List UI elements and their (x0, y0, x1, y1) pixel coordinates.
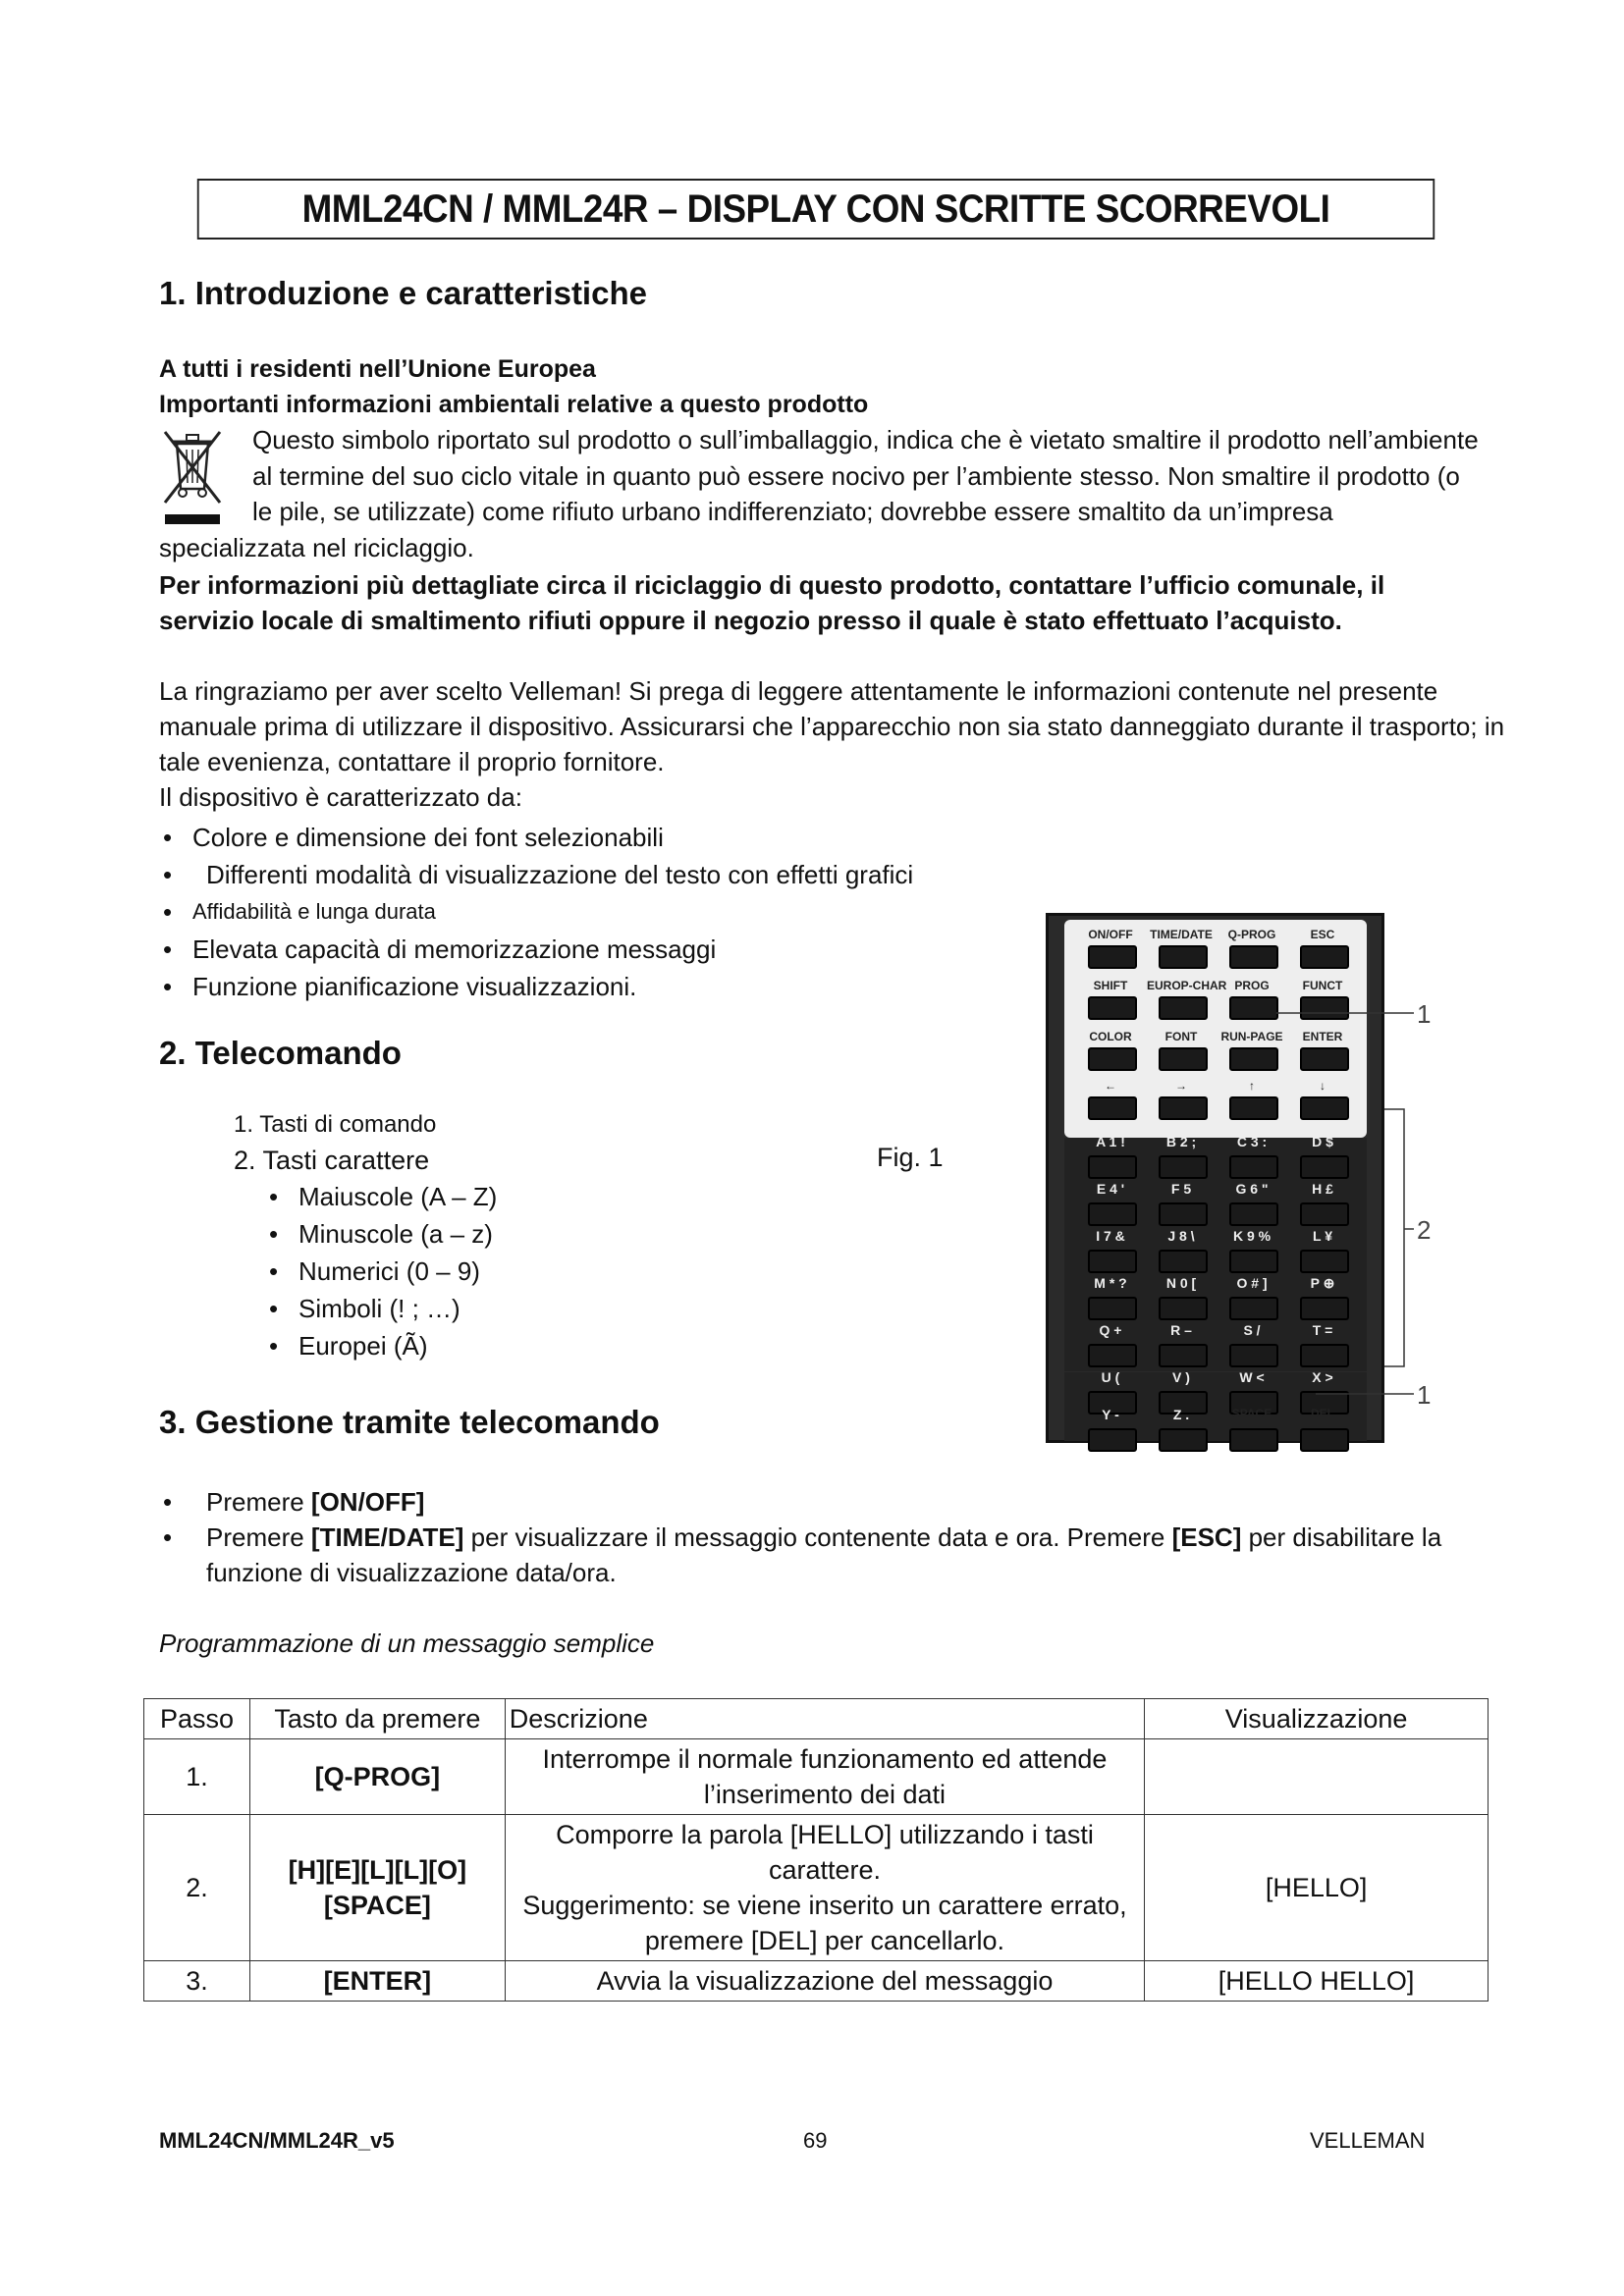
remote-key[interactable] (1300, 945, 1349, 969)
char-key-list (265, 1178, 658, 1364)
key-label: ENTER (1302, 1030, 1343, 1043)
key-label: M * ? (1094, 1275, 1127, 1291)
remote-item-2: 2. Tasti carattere (234, 1146, 430, 1175)
remote-key[interactable] (1159, 1047, 1208, 1071)
remote-key[interactable] (1229, 1096, 1278, 1120)
key-label: T = (1312, 1322, 1333, 1338)
key-onoff: [ON/OFF] (310, 1487, 425, 1517)
title-text: MML24CN / MML24R – DISPLAY CON SCRITTE SCORREVOLI (301, 187, 1330, 231)
remote-key[interactable] (1229, 1428, 1278, 1452)
list-item: • Numerici (0 – 9) (265, 1253, 658, 1290)
key-label: S / (1243, 1322, 1261, 1338)
key-label: H £ (1312, 1181, 1333, 1197)
remote-key[interactable] (1088, 1096, 1137, 1120)
key-label: W < (1239, 1369, 1265, 1385)
remote-key[interactable] (1229, 1202, 1278, 1226)
remote-key[interactable] (1088, 1155, 1137, 1179)
key-label: J 8 \ (1167, 1228, 1195, 1244)
remote-key[interactable] (1159, 996, 1208, 1020)
key-label: V ) (1172, 1369, 1190, 1385)
remote-item-1: 1. Tasti di comando (234, 1111, 437, 1138)
key-label: P ⊕ (1310, 1275, 1335, 1291)
weee-line-4: specializzata nel riciclaggio. (159, 533, 474, 562)
cell-display: [HELLO HELLO] (1145, 1961, 1489, 2002)
cell-step: 1. (144, 1739, 250, 1815)
weee-line-2: al termine del suo ciclo vitale in quanto può essere nocivo per l’ambiente stesso. Non smaltire il prodotto (o (252, 461, 1460, 491)
cell-description: Avvia la visualizzazione del messaggio (505, 1961, 1144, 2002)
cell-step: 3. (144, 1961, 250, 2002)
key-label: ESC (1310, 928, 1335, 941)
remote-key[interactable] (1088, 945, 1137, 969)
footer-page-number: 69 (803, 2128, 828, 2153)
list-item: • Differenti modalità di visualizzazione del testo con effetti grafici (159, 856, 1023, 893)
key-line: [SPACE] (323, 1891, 431, 1920)
section-heading-3: 3. Gestione tramite telecomando (159, 1404, 660, 1440)
cell-step: 2. (144, 1815, 250, 1961)
info-line-1: Per informazioni più dettagliate circa il riciclaggio di questo prodotto, contattare l’ufficio comunale, il (159, 570, 1385, 600)
remote-key[interactable] (1088, 1202, 1137, 1226)
usage-text: Premere (206, 1487, 311, 1517)
section-heading-2: 2. Telecomando (159, 1035, 402, 1071)
key-label: D $ (1312, 1134, 1333, 1149)
remote-key[interactable] (1159, 945, 1208, 969)
key-label: SPACE (1231, 1407, 1272, 1420)
thanks-line-3: tale evenienza, contattare il proprio fornitore. (159, 747, 665, 776)
remote-key[interactable] (1229, 1344, 1278, 1367)
remote-key[interactable] (1159, 1297, 1208, 1320)
key-label: G 6 " (1235, 1181, 1269, 1197)
weee-bin-icon (159, 426, 226, 528)
key-label: X > (1312, 1369, 1333, 1385)
cell-key (249, 1815, 505, 1961)
section-heading-1: 1. Introduzione e caratteristiche (159, 275, 647, 311)
features-intro: Il dispositivo è caratterizzato da: (159, 782, 522, 812)
remote-key[interactable] (1088, 1297, 1137, 1320)
cell-display (1145, 1739, 1489, 1815)
key-label: ↓ (1320, 1079, 1326, 1093)
key-label: L ¥ (1313, 1228, 1332, 1244)
callout-3: 1 (1417, 1380, 1432, 1410)
key-label: RUN-PAGE (1220, 1030, 1283, 1043)
header-key: Tasto da premere (249, 1699, 505, 1739)
key-label: E 4 ' (1096, 1181, 1125, 1197)
key-timedate: [TIME/DATE] (310, 1522, 464, 1552)
header-display: Visualizzazione (1145, 1699, 1489, 1739)
cell-display: [HELLO] (1145, 1815, 1489, 1961)
remote-key[interactable] (1088, 1047, 1137, 1071)
list-item: • Maiuscole (A – Z) (265, 1178, 658, 1215)
remote-key[interactable] (1088, 1344, 1137, 1367)
key-label: FUNCT (1302, 979, 1343, 992)
key-label: O # ] (1236, 1275, 1268, 1291)
thanks-line-1: La ringraziamo per aver scelto Velleman! Si prega di leggere attentamente le informazioni contenute nel presente (159, 676, 1438, 706)
header-description: Descrizione (505, 1699, 1144, 1739)
programming-title: Programmazione di un messaggio semplice (159, 1629, 655, 1658)
key-label: ← (1105, 1079, 1116, 1093)
remote-key[interactable] (1159, 1155, 1208, 1179)
key-label: ON/OFF (1088, 928, 1133, 941)
page-title (197, 179, 1435, 240)
key-esc: [ESC] (1171, 1522, 1242, 1552)
list-item: • Colore e dimensione dei font selezionabili (159, 819, 1023, 856)
remote-key[interactable] (1229, 1297, 1278, 1320)
key-label: A 1 ! (1096, 1134, 1125, 1149)
desc-line: carattere. (768, 1855, 882, 1885)
key-label: U ( (1101, 1369, 1120, 1385)
eu-heading: A tutti i residenti nell’Unione Europea (159, 355, 596, 383)
key-label: N 0 [ (1165, 1275, 1197, 1291)
cell-key: [Q-PROG] (249, 1739, 505, 1815)
list-item: • Minuscole (a – z) (265, 1215, 658, 1253)
key-label: R – (1170, 1322, 1192, 1338)
remote-key[interactable] (1229, 1155, 1278, 1179)
features-list (159, 819, 1023, 1005)
key-label: TIME/DATE (1150, 928, 1213, 941)
remote-key[interactable] (1088, 1250, 1137, 1273)
cell-description (505, 1739, 1144, 1815)
key-label: K 9 % (1232, 1228, 1272, 1244)
key-label: F 5 (1170, 1181, 1192, 1197)
table-row (144, 1815, 1489, 1961)
desc-line: premere [DEL] per cancellarlo. (644, 1926, 1005, 1955)
remote-key[interactable] (1088, 1428, 1137, 1452)
remote-key[interactable] (1229, 945, 1278, 969)
cell-description (505, 1815, 1144, 1961)
key-line: [H][E][L][L][O] (288, 1855, 467, 1885)
key-label: I 7 & (1096, 1228, 1125, 1244)
callout-lines (1276, 991, 1434, 1423)
key-label: ↑ (1249, 1079, 1255, 1093)
key-label: PROG (1234, 979, 1270, 992)
key-label: COLOR (1089, 1030, 1132, 1043)
header-step: Passo (144, 1699, 250, 1739)
key-label: SHIFT (1093, 979, 1128, 992)
callout-2: 2 (1417, 1215, 1432, 1245)
remote-key[interactable] (1159, 1250, 1208, 1273)
desc-line: Comporre la parola [HELLO] utilizzando i tasti (556, 1820, 1094, 1849)
weee-line-1: Questo simbolo riportato sul prodotto o sull’imballaggio, indica che è vietato smaltire il prodotto nell’ambiente (252, 425, 1479, 454)
table-row (144, 1961, 1489, 2002)
callout-1: 1 (1417, 999, 1432, 1029)
key-label: Q-PROG (1227, 928, 1276, 941)
remote-key[interactable] (1088, 996, 1137, 1020)
steps-table (143, 1698, 1489, 2002)
remote-key[interactable] (1159, 1428, 1208, 1452)
key-label: Z . (1172, 1407, 1190, 1422)
table-row (144, 1739, 1489, 1815)
list-item: • Funzione pianificazione visualizzazioni. (159, 968, 1023, 1005)
table-header-row (144, 1699, 1489, 1739)
list-item: • Affidabilità e lunga durata (159, 893, 1023, 931)
usage-text: per visualizzare il messaggio contenente data e ora. Premere (463, 1522, 1172, 1552)
footer-brand: VELLEMAN (1310, 2128, 1426, 2153)
usage-text: per disabilitare la (1241, 1522, 1442, 1552)
figure-caption: Fig. 1 (877, 1143, 944, 1172)
usage-bullet-2-cont: funzione di visualizzazione data/ora. (206, 1558, 617, 1587)
key-label: EUROP-CHAR (1147, 979, 1227, 992)
key-label: B 2 ; (1165, 1134, 1197, 1149)
footer-doc-id: MML24CN/MML24R_v5 (159, 2128, 395, 2153)
key-label: Y - (1102, 1407, 1119, 1422)
remote-key[interactable] (1300, 1428, 1349, 1452)
remote-key[interactable] (1159, 1202, 1208, 1226)
remote-key[interactable] (1159, 1344, 1208, 1367)
weee-line-3: le pile, se utilizzate) come rifiuto urbano indifferenziato; dovrebbe essere smaltito da un’impresa (252, 497, 1333, 526)
key-label: C 3 : (1236, 1134, 1268, 1149)
desc-line: l’inserimento dei dati (703, 1780, 947, 1809)
desc-line: Suggerimento: se viene inserito un carattere errato, (522, 1891, 1127, 1920)
usage-text: Premere (206, 1522, 311, 1552)
remote-key[interactable] (1229, 1250, 1278, 1273)
env-heading: Importanti informazioni ambientali relative a questo prodotto (159, 391, 869, 418)
key-label: → (1175, 1079, 1187, 1093)
info-line-2: servizio locale di smaltimento rifiuti oppure il negozio presso il quale è stato effettuato l’acquisto. (159, 606, 1342, 635)
list-item: • Elevata capacità di memorizzazione messaggi (159, 931, 1023, 968)
key-label: DEL (1311, 1407, 1334, 1420)
remote-key[interactable] (1159, 1096, 1208, 1120)
key-label: FONT (1164, 1030, 1198, 1043)
thanks-line-2: manuale prima di utilizzare il dispositivo. Assicurarsi che l’apparecchio non sia stato danneggiato durante il trasporto; in (159, 712, 1505, 741)
list-item: • Europei (Ã) (265, 1327, 658, 1364)
remote-key[interactable] (1229, 1047, 1278, 1071)
cell-key: [ENTER] (249, 1961, 505, 2002)
list-item: • Simboli (! ; …) (265, 1290, 658, 1327)
key-label: Q + (1099, 1322, 1122, 1338)
remote-key[interactable] (1229, 996, 1278, 1020)
desc-line: Interrompe il normale funzionamento ed attende (542, 1744, 1108, 1774)
